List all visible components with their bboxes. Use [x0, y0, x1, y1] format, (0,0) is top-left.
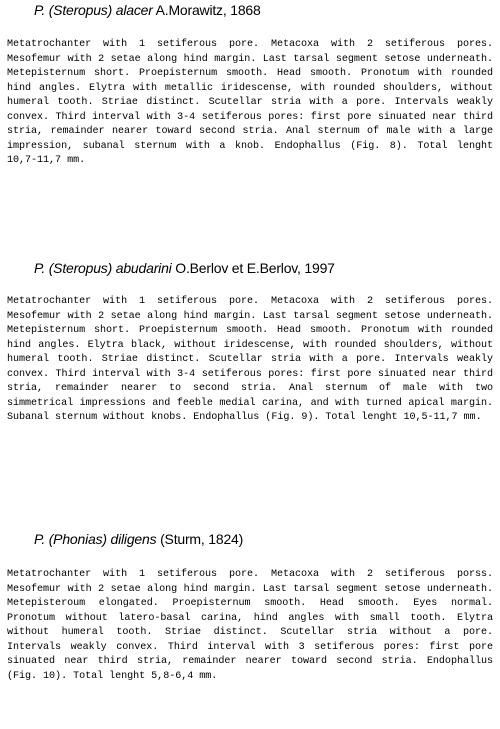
- species-description-alacer: Metatrochanter with 1 setiferous pore. Metacoxa with 2 setiferous pores. Mesofemur with 2 setae along hind margin. Last tarsal segment setose underneath. Metepisternum short. Proepisternum smooth. Head smooth. Pronotum with rounded hind angles. Elytra with metallic iridescense, with rounded shoulders, without humeral tooth. Striae distinct. Scutellar stria with a pore. Intervals weakly convex. Third interval with 3-4 setiferous pores: first pore sinuated near third stria, remainder nearer toward second stria. Anal sternum of male with a large impression, subanal sternum with a knob. Endophallus (Fig. 8). Total lenght 10,7-11,7 mm.: [7, 39, 493, 166]
- species-name: P. (Phonias) diligens: [34, 531, 157, 547]
- species-name: P. (Steropus) alacer: [34, 2, 153, 18]
- species-name: P. (Steropus) abudarini: [34, 260, 172, 276]
- species-heading-diligens: [34, 531, 243, 547]
- species-author: A.Morawitz, 1868: [152, 2, 261, 18]
- species-heading-alacer: [34, 2, 261, 18]
- species-description-diligens: Metatrochanter with 1 setiferous pore. Metacoxa with 2 setiferous porss. Mesofemur with 2 setae along hind margin. Last tarsal segment setose underneath. Metepisteroum elongated. Proepisternum smooth. Head smooth. Eyes normal. Pronotum without latero-basal carina, hind angles with small tooth. Elytra without humeral tooth. Striae distinct. Scutellar stria without a pore. Intervals weakly convex. Third interval with 3 setiferous pores: first pore sinuated near third stria, remainder nearer toward second stria. Endophallus (Fig. 10). Total lenght 5,8-6,4 mm.: [7, 569, 493, 682]
- species-author: O.Berlov et E.Berlov, 1997: [171, 260, 335, 276]
- species-heading-abudarini: [34, 260, 335, 276]
- species-author: (Sturm, 1824): [156, 531, 244, 547]
- species-description-abudarini: Metatrochanter with 1 setiferous pore. Metacoxa with 2 setiferous pores. Mesofemur with 2 setae along hind margin. Last tarsal segment setose underneath. Metepisternum short. Proepisternum smooth. Head smooth. Pronotum with rounded hind angles. Elytra black, without iridescense, with rounded shoulders, without humeral tooth. Striae distinct. Scutellar stria with a pore. Intervals weakly convex. Third interval with 3-4 setiferous pores: first pore sinuated near third stria, remainder nearer to second stria. Anal sternum of male with two simmetrical impressions and feeble medial carina, and with turned apical margin. Subanal sternum without knobs. Endophallus (Fig. 9). Total lenght 10,5-11,7 mm.: [7, 296, 493, 423]
